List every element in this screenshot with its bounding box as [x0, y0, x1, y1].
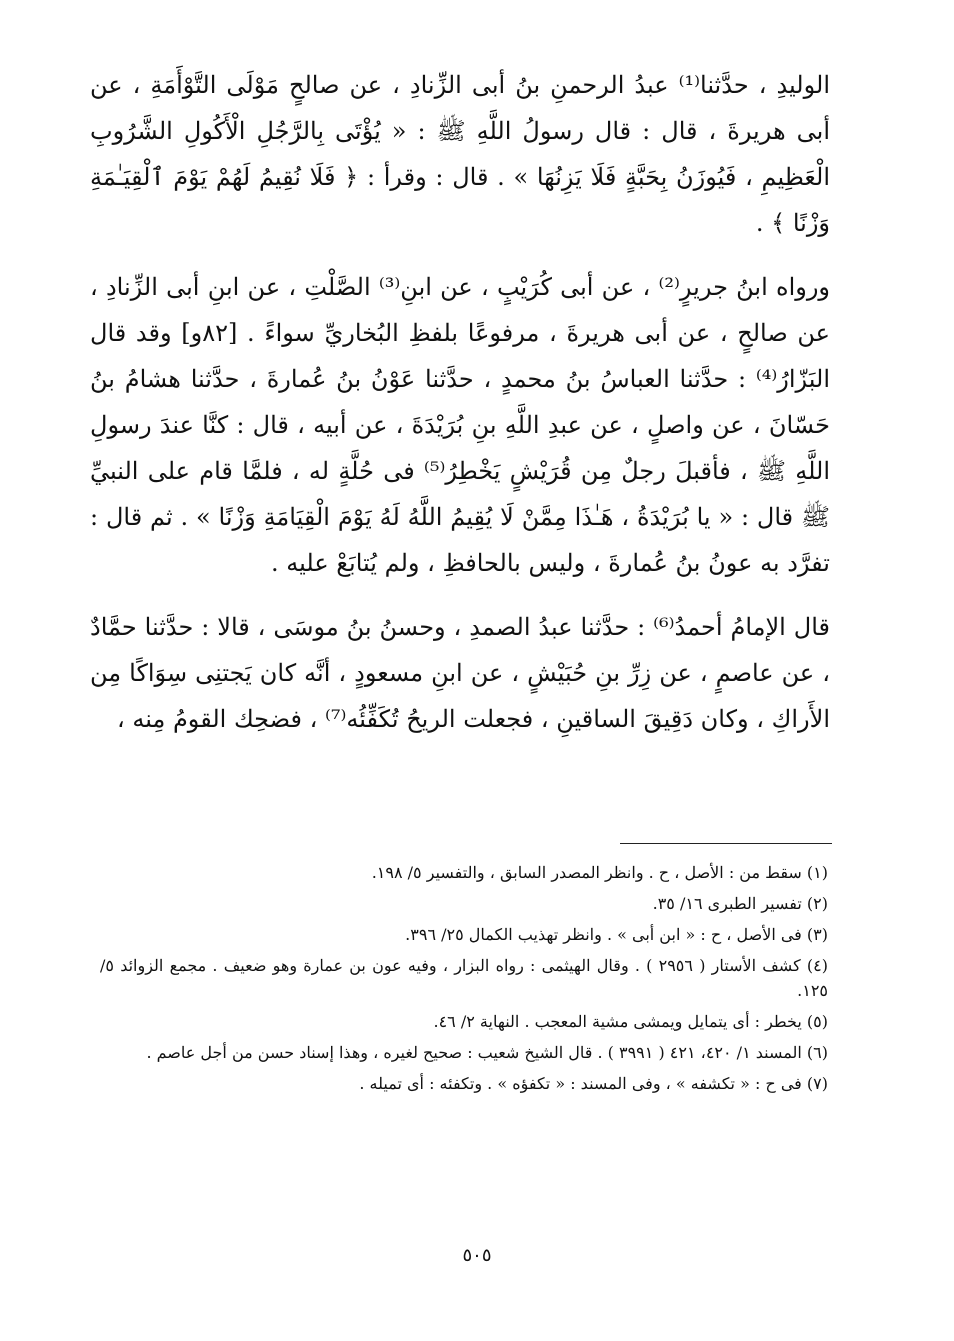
footnotes	[100, 860, 828, 1102]
footnote-7: (٧) فى ح : « تكشفه » ، وفى المسند : « تكفؤه » . وتكفئه : أى تميله .	[359, 1074, 828, 1093]
footnote-divider	[620, 843, 832, 844]
footnote-6: (٦) المسند ١/ ٤٢٠، ٤٢١ ( ٣٩٩١ ) . قال الشيخ شعيب : صحيح لغيره ، وهذا إسناد حسن من أجل عاصم .	[146, 1043, 828, 1062]
footnote-4: (٤) كشف الأستار ( ٢٩٥٦ ) . وقال الهيثمى : رواه البزار ، وفيه عون بن عمارة وهو ضعيف . مجمع الزوائد ٥/ ١٢٥.	[100, 956, 828, 1000]
paragraph-3: قال الإمامُ أحمدُ⁽⁶⁾ : حدَّثنا عبدُ الصمدِ ، وحسنُ بنُ موسَى ، قالا : حدَّثنا حمَّادٌ ، عن عاصمٍ ، عن زِرِّ بنِ حُبَيْشٍ ، عن ابنِ مسعودٍ ، أنَّه كان يَجتنِى سِوَاكًا مِن الأَراكِ ، وكان دَقِيقَ الساقينِ ، فجعلت الريحُ تُكَفِّئُه⁽⁷⁾ ، فضحِك القومُ مِنه ،	[90, 613, 830, 733]
footnote-3: (٣) فى الأصل ، ح : « ابن أبى » . وانظر تهذيب الكمال ٢٥/ ٣٩٦.	[405, 925, 828, 944]
main-text	[90, 62, 830, 760]
paragraph-1: الوليدِ ، حدَّثنا⁽¹⁾ عبدُ الرحمنِ بنُ أبى الزِّنادِ ، عن صالحٍ مَوْلَى التَّوْأَمَةِ ، عن أبى هريرةَ ، قال : قال رسولُ اللَّهِ ﷺ : « يُؤْتَى بِالرَّجُلِ الْأَكُولِ الشَّرُوبِ الْعَظِيمِ ، فَيُوزَنُ بِحَبَّةٍ فَلَا يَزِنُهَا » . قال : وقرأ : ﴿ فَلَا نُقِيمُ لَهُمْ يَوْمَ ٱلْقِيَـٰمَةِ وَزْنًا ﴾ .	[90, 71, 830, 237]
paragraph-2: ورواه ابنُ جريرٍ⁽²⁾ ، عن أبى كُرَيْبٍ ، عن ابنِ⁽³⁾ الصَّلْتِ ، عن ابنِ أبى الزِّنادِ ، عن صالحٍ ، عن أبى هريرةَ ، مرفوعًا بلفظِ البُخاريِّ سواءً . [٨٢و] وقد قال البَزّارُ⁽⁴⁾ : حدَّثنا العباسُ بنُ محمدٍ ، حدَّثنا عَوْنُ بنُ عُمارةَ ، حدَّثنا هشامُ بنُ حَسّانَ ، عن واصلٍ ، عن عبدِ اللَّهِ بنِ بُرَيْدَةَ ، عن أبيه ، قال : كنَّا عندَ رسولِ اللَّهِ ﷺ ، فأقبلَ رجلٌ مِن قُرَيْشٍ يَخْطِرُ⁽⁵⁾ فى حُلَّةٍ له ، فلمَّا قام على النبيِّ ﷺ قال : « يا بُرَيْدَةُ ، هَـٰذَا مِمَّنْ لَا يُقِيمُ اللَّهُ لَهُ يَوْمَ الْقِيَامَةِ وَزْنًا » . ثم قال : تفرَّد به عونُ بنُ عُمارةَ ، وليس بالحافظِ ، ولم يُتابَعْ عليه .	[90, 273, 831, 577]
footnote-2: (٢) تفسير الطبرى ١٦/ ٣٥.	[652, 894, 828, 913]
page-number: ٥٠٥	[462, 1245, 492, 1266]
footnote-1: (١) سقط من : الأصل ، ح . وانظر المصدر السابق ، والتفسير ٥/ ١٩٨.	[371, 863, 828, 882]
footnote-5: (٥) يخطر : أى يتمايل ويمشى مشية المعجب . النهاية ٢/ ٤٦.	[433, 1012, 828, 1031]
